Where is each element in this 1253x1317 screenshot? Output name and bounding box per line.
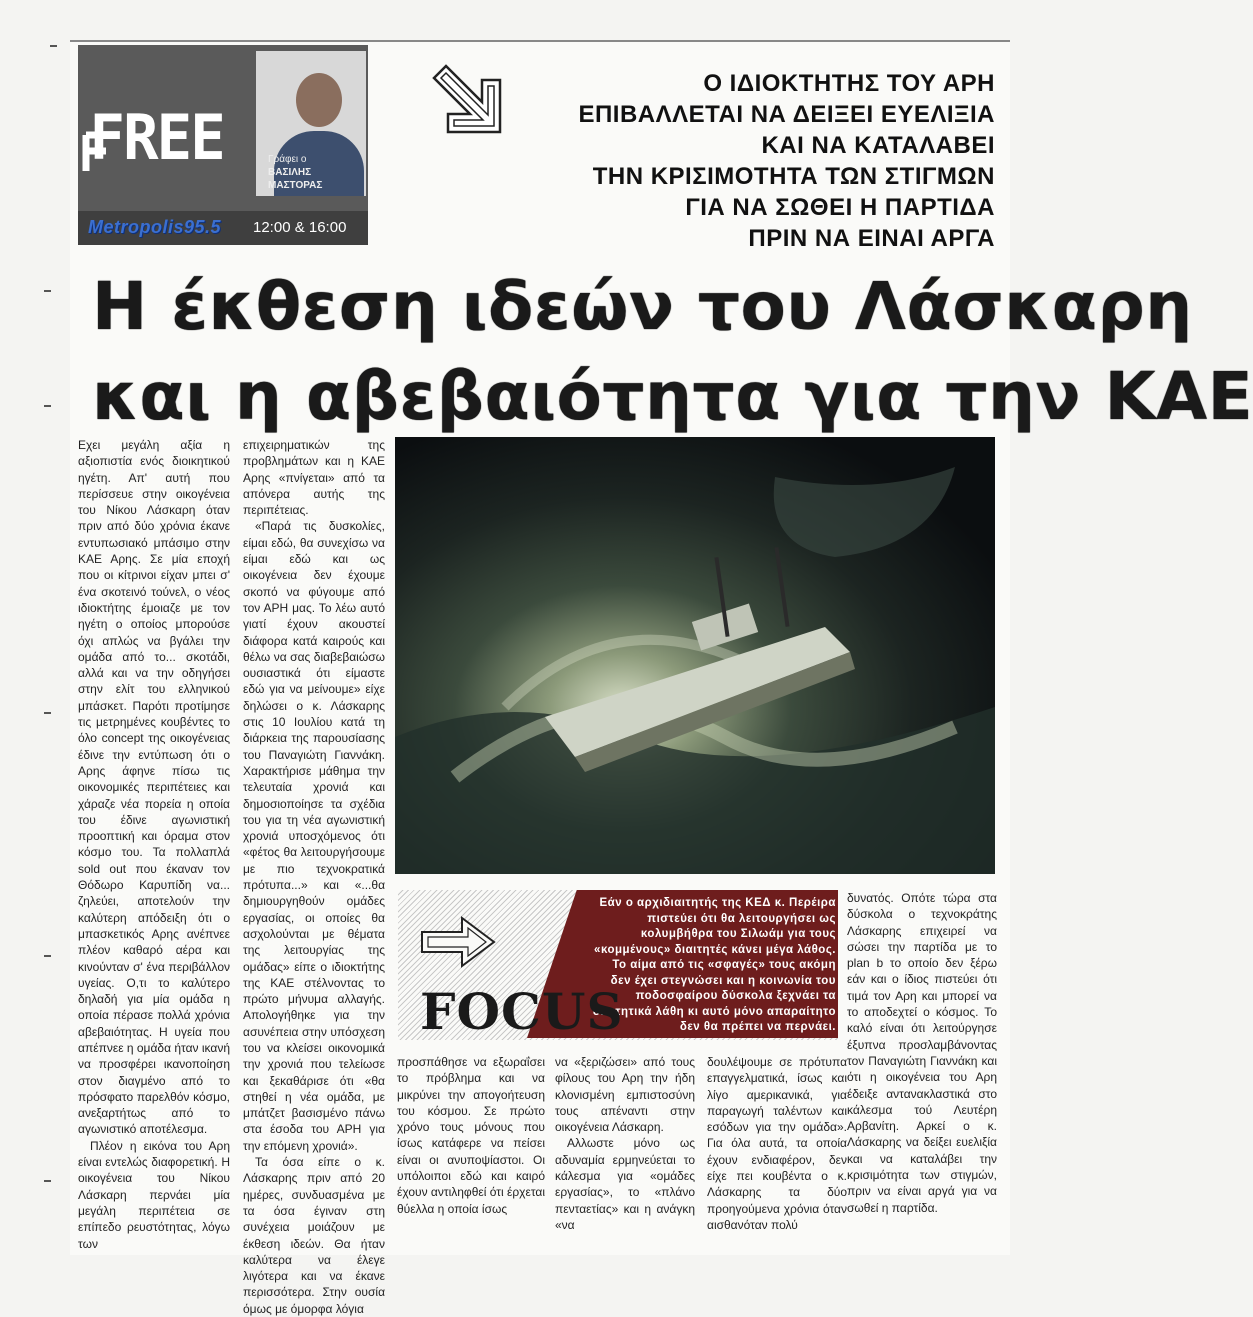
article-column-4 bbox=[555, 1054, 695, 1244]
deck-line: ΓΙΑ ΝΑ ΣΩΘΕΙ Η ΠΑΡΤΙΔΑ bbox=[685, 194, 995, 221]
article-column-1 bbox=[78, 437, 231, 1251]
deck-line: ΤΗΝ ΚΡΙΣΙΜΟΤΗΤΑ ΤΩΝ ΣΤΙΓΜΩΝ bbox=[592, 163, 995, 190]
arrow-down-right-icon bbox=[428, 60, 508, 140]
article-paragraph: Τα όσα είπε ο κ. Λάσκαρης πριν από 20 ημέρες, συνδυασμένα με τα όσα έγιναν στη συνέχεια μοιάζουν με έκθεση ιδεών. Θα ήταν καλύτερα να έλεγε λιγότερα και να έκανε περισσότερα. Στην ουσία όμως με όμορφα λόγια bbox=[243, 1155, 385, 1316]
margin-mark bbox=[50, 45, 57, 47]
painting-illustration bbox=[395, 437, 995, 874]
deck-line: ΚΑΙ ΝΑ ΚΑΤΑΛΑΒΕΙ bbox=[761, 132, 995, 159]
main-title-line-1: Η έκθεση ιδεών του Λάσκαρη bbox=[92, 268, 1193, 345]
article-paragraph: δυνατός. Οπότε τώρα στα δύσκολα ο τεχνοκράτης Λάσκαρης επιχειρεί να σώσει την παρτίδα με το plan b το οποίο δεν ξέρω εάν και ο ίδιος πιστεύει ότι τιμά τον Αρη και μπορεί να το αποδεχτεί ο κόσμος. Το καλό είναι ότι λειτούργησε έξυπνα προσλαμβάνοντας τον Παναγιώτη Γιαννάκη και ότι η οικογένεια του Αρη έδειξε αντανακλαστικά στο κάλεσμα τού Λευτέρη Αρβανίτη. Αρκεί ο κ. Λάσκαρης να δείξει ευελιξία και να καταλάβει την κρισιμότητα των στιγμών, πριν να είναι αργά για να σωθεί η παρτίδα. bbox=[847, 891, 997, 1215]
author-first-name: ΒΑΣΙΛΗΣ bbox=[268, 167, 312, 178]
margin-mark bbox=[44, 955, 51, 957]
deck-line: Ο ΙΔΙΟΚΤΗΤΗΣ ΤΟΥ ΑΡΗ bbox=[703, 70, 995, 97]
article-column-5 bbox=[707, 1054, 847, 1244]
arrow-right-icon bbox=[418, 912, 498, 972]
margin-mark bbox=[44, 290, 51, 292]
article-column-2 bbox=[243, 437, 385, 1316]
article-paragraph: επιχειρηματικών της προβλημάτων και η ΚΑΕ Αρης «πνίγεται» από τα απόνερα αυτής της περιπέτειας. bbox=[243, 438, 385, 518]
station-logo: Metropolis95.5 bbox=[88, 217, 222, 237]
article-paragraph: Αλλωστε μόνο ως αδυναμία ερμηνεύεται το κάλεσμα για «ομάδες εργασίας», το «πλάνο πενταετίας» και η ανάγκη «να bbox=[555, 1136, 695, 1232]
author-last-name: ΜΑΣΤΟΡΑΣ bbox=[268, 180, 323, 191]
article-paragraph: προσπάθησε να εξωραΐσει το πρόβλημα και να μικρύνει την απογοήτευση του κόσμου. Σε πρώτο χρόνο τους μόνους που ίσως κατάφερε να πείσει είναι οι ανυποψίαστοι. Οι υπόλοιποι εδώ και καιρό έχουν αντιληφθεί ότι έρχεται θύελλα η οποία ίσως bbox=[397, 1055, 545, 1216]
article-paragraph: δουλέψουμε σε πρότυπα επαγγελματικά, ίσως και λίγο αμερικανικά, για παραγωγή ταλέντων και εσόδων για την ομάδα». Για όλα αυτά, τα οποία έχουν ενδιαφέρον, δεν είχε πει κουβέντα ο κ. Λάσκαρης τα δύο προηγούμενα χρόνια όταν αισθανόταν πολύ bbox=[707, 1055, 847, 1232]
author-head bbox=[296, 73, 342, 127]
margin-mark bbox=[44, 1180, 51, 1182]
deck-line: ΠΡΙΝ ΝΑ ΕΙΝΑΙ ΑΡΓΑ bbox=[748, 225, 995, 252]
article-column-3 bbox=[397, 1054, 545, 1244]
article-paragraph: «Παρά τις δυσκολίες, είμαι εδώ, θα συνεχίσω να είμαι εδώ και ως οικογένεια δεν έχουμε σκοπό να φύγουμε από τον ΑΡΗ μας. Το λέω αυτό γιατί έχουν ακουστεί διάφορα κατά καιρούς και θέλω να σας διαβεβαιώσω ουσιαστικά ότι είμαστε εδώ για να μείνουμε» είχε δηλώσει ο κ. Λάσκαρης στις 10 Ιουλίου κατά τη διάρκεια της παρουσίασης του Παναγιώτη Γιαννάκη. Χαρακτήρισε μάθημα την τελευταία χρονιά και δημοσιοποίησε τα σχέδια του για τη νέα αγωνιστική χρονιά υποσχόμενος ότι «φέτος θα λειτουργήσουμε με πιο τεχνοκρατικά πρότυπα...» και «...θα δημιουργηθούν ομάδες εργασίας, οι οποίες θα ασχολούνται με θέματα της λειτουργίας της ομάδας» είπε ο ιδιοκτήτης της ΚΑΕ στέλνοντας το πρώτο μήνυμα αλλαγής. Απολογήθηκε για την ασυνέπεια στην υπόσχεση του να κλείσει οικονομικά την χρονιά που τελείωσε και ξεκαθάρισε ότι «θα στηθεί η νέα ομάδα, με μπάτζετ βασισμένο πάνω στα έσοδα του ΑΡΗ για την επόμενη χρονιά». bbox=[243, 519, 385, 1153]
margin-mark bbox=[44, 712, 51, 714]
ship-storm-painting bbox=[395, 437, 995, 874]
byline bbox=[256, 153, 366, 192]
margin-mark bbox=[44, 405, 51, 407]
deck-line: ΕΠΙΒΑΛΛΕΤΑΙ ΝΑ ΔΕΙΞΕΙ ΕΥΕΛΙΞΙΑ bbox=[578, 101, 995, 128]
article-column-6 bbox=[847, 890, 997, 1245]
column-header-box bbox=[78, 45, 368, 245]
main-title-line-2: και η αβεβαιότητα για την ΚΑΕ bbox=[92, 358, 1253, 435]
article-paragraph: να «ξεριζώσει» από τους φίλους του Αρη την ήδη κλονισμένη εμπιστοσύνη τους απέναντι στην οικογένεια Λάσκαρη. bbox=[555, 1055, 695, 1135]
free-logo: FREE bbox=[89, 101, 224, 174]
byline-label: Γράφει ο bbox=[268, 154, 307, 165]
article-paragraph: Πλέον η εικόνα του Αρη είναι εντελώς διαφορετική. Η οικογένεια του Νίκου Λάσκαρη περνάει μία μεγάλη περιπέτεια σε επίπεδο ρευστότητας, λόγω των bbox=[78, 1138, 230, 1251]
focus-text: Εάν ο αρχιδιαιτητής της ΚΕΔ κ. Περέιρα πιστεύει ότι θα λειτουργήσει ως κολυμβήθρα του Σιλωάμ για τους «κομμένους» διαιτητές κάνει μέγα λάθος. Το αίμα από τις «σφαγές» τους ακόμη δεν έχει στεγνώσει και η κοινωνία του ποδοσφαίρου δύσκολα ξεχνάει τα διαιτητικά λάθη κι αυτό μόνο απαραίτητο δεν θα πρέπει να περνάει. bbox=[592, 897, 836, 1033]
deck-headline bbox=[520, 68, 995, 254]
station-bar bbox=[78, 211, 368, 245]
focus-label: FOCUS bbox=[420, 982, 624, 1041]
article-paragraph: Εχει μεγάλη αξία η αξιοπιστία ενός διοικητικού ηγέτη. Απ' αυτή που περίσσευε στην οικογένεια του Νίκου Λάσκαρη όταν πριν από δύο χρόνια έκανε εντυπωσιακό μπάσιμο στην ΚΑΕ Αρης. Σε μία εποχή που οι κίτρινοι είχαν μπει σ' ένα σκοτεινό τούνελ, ο νέος ιδιοκτήτης έμοιαζε με τον ηγέτη ο οποίος μπορούσε όχι απλώς να βγάλει την ομάδα από το... σκοτάδι, αλλά και να την οδηγήσει στην ελίτ του ελληνικού μπάσκετ. Παρότι προτίμησε τις μετρημένες κουβέντες το όλο concept της οικογένειας έδινε την εντύπωση ότι ο Αρης άφηνε πίσω τις οικονομικές περιπέτειες και χάραζε νέα πορεία η οποία του έδινε αγωνιστική προοπτική και όραμα στον κόσμο του. Τα πολλαπλά sold out που έκαναν τον Θόδωρο Καρυπίδη να... ζηλεύει, αποτελούν την καλύτερη απόδειξη ότι ο μπασκετικός Αρης ανέπνεε πλέον καθαρό αέρα και κινούνταν σ' ένα περιβάλλον υγείας. Ο,τι το καλύτερο δηλαδή για μία ομάδα η οποία πέρασε πολλά χρόνια αβεβαιότητας. Η υγεία που απέπνεε η ομάδα ήταν ικανή να προσφέρει ικανοποίηση στον διαγμένο από το πρόσφατο παρελθόν κόσμο, ανεξαρτήτως από το αγωνιστικό αποτέλεσμα. bbox=[78, 438, 231, 1137]
airtime: 12:00 & 16:00 bbox=[253, 219, 347, 236]
